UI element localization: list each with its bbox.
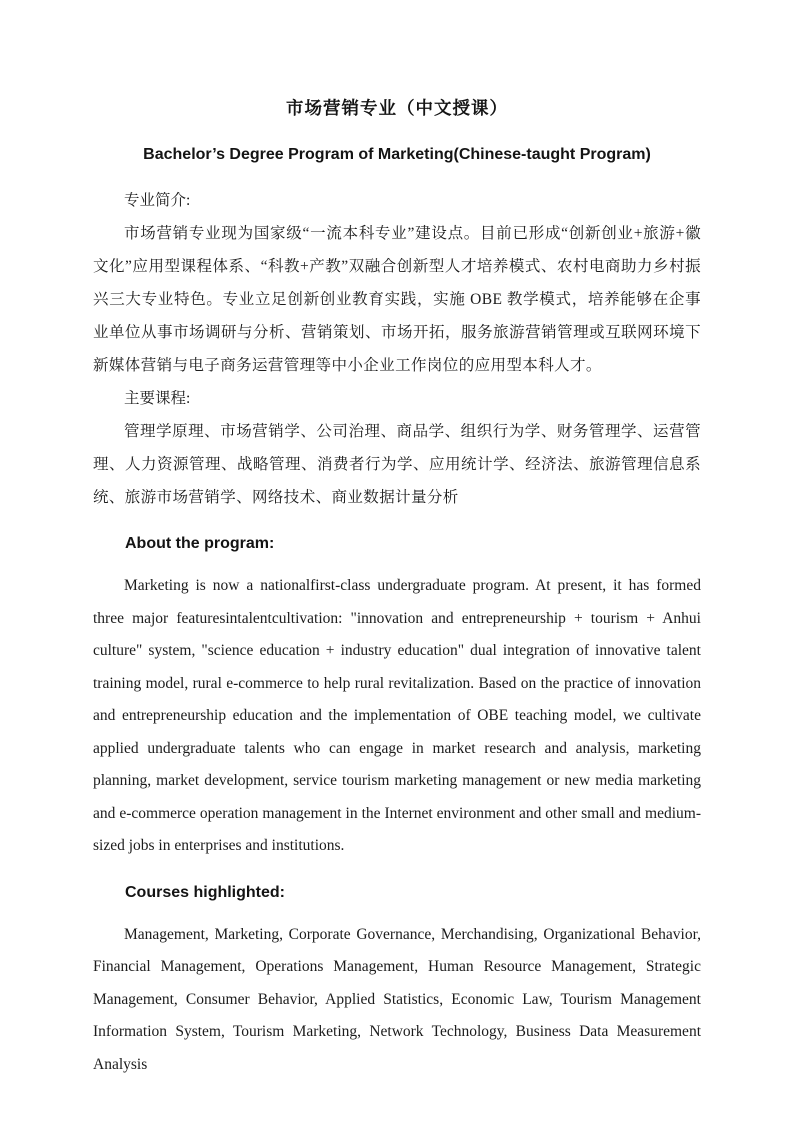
course-list-english: Management, Marketing, Corporate Governance, Merchandising, Organizational Behavior, Financial Management, Operations Management, Human Resource Management, Strategic Management, Consumer Behavior, Applied Statistics, Economic Law, Tourism Management Information System, Tourism Marketing, Network Technology, Business Data Measurement Analysis: [93, 925, 701, 1073]
course-list-chinese: 管理学原理、市场营销学、公司治理、商品学、组织行为学、财务管理学、运营管理、人力资源管理、战略管理、消费者行为学、应用统计学、经济法、旅游管理信息系统、旅游市场营销学、网络技术、商业数据计量分析: [93, 423, 701, 506]
document-title-english: Bachelor’s Degree Program of Marketing(Chinese-taught Program): [143, 146, 651, 163]
intro-paragraph-chinese: 市场营销专业现为国家级“一流本科专业”建设点。目前已形成“创新创业+旅游+徽文化”应用型课程体系、“科教+产教”双融合创新型人才培养模式、农村电商助力乡村振兴三大专业特色。专业立足创新创业教育实践，实施 OBE 教学模式，培养能够在企事业单位从事市场调研与分析、营销策划、市场开拓，服务旅游营销管理或互联网环境下新媒体营销与电子商务运营管理等中小企业工作岗位的应用型本科人才。: [93, 225, 701, 374]
section-label-intro: 专业简介:: [124, 192, 191, 209]
section-label-main-courses: 主要课程:: [124, 390, 191, 407]
section-heading-about-program: About the program:: [125, 535, 275, 552]
section-heading-courses-highlighted: Courses highlighted:: [125, 883, 285, 901]
document-title-chinese: 市场营销专业（中文授课）: [286, 98, 508, 118]
about-paragraph-english: Marketing is now a nationalfirst-class undergraduate program. At present, it has formed three major featuresintalentcultivation: "innovation and entrepreneurship + tourism + Anhui culture" system, "science education + industry education" dual integration of innovative talent training model, rural e-commerce to help rural revitalization. Based on the practice of innovation and entrepreneurship education and the implementation of OBE teaching model, we cultivate applied undergraduate talents who can engage in market research and analysis, marketing planning, market development, service tourism marketing management or new media marketing and e-commerce operation management in the Internet environment and other small and medium-sized jobs in enterprises and institutions.: [93, 577, 701, 854]
